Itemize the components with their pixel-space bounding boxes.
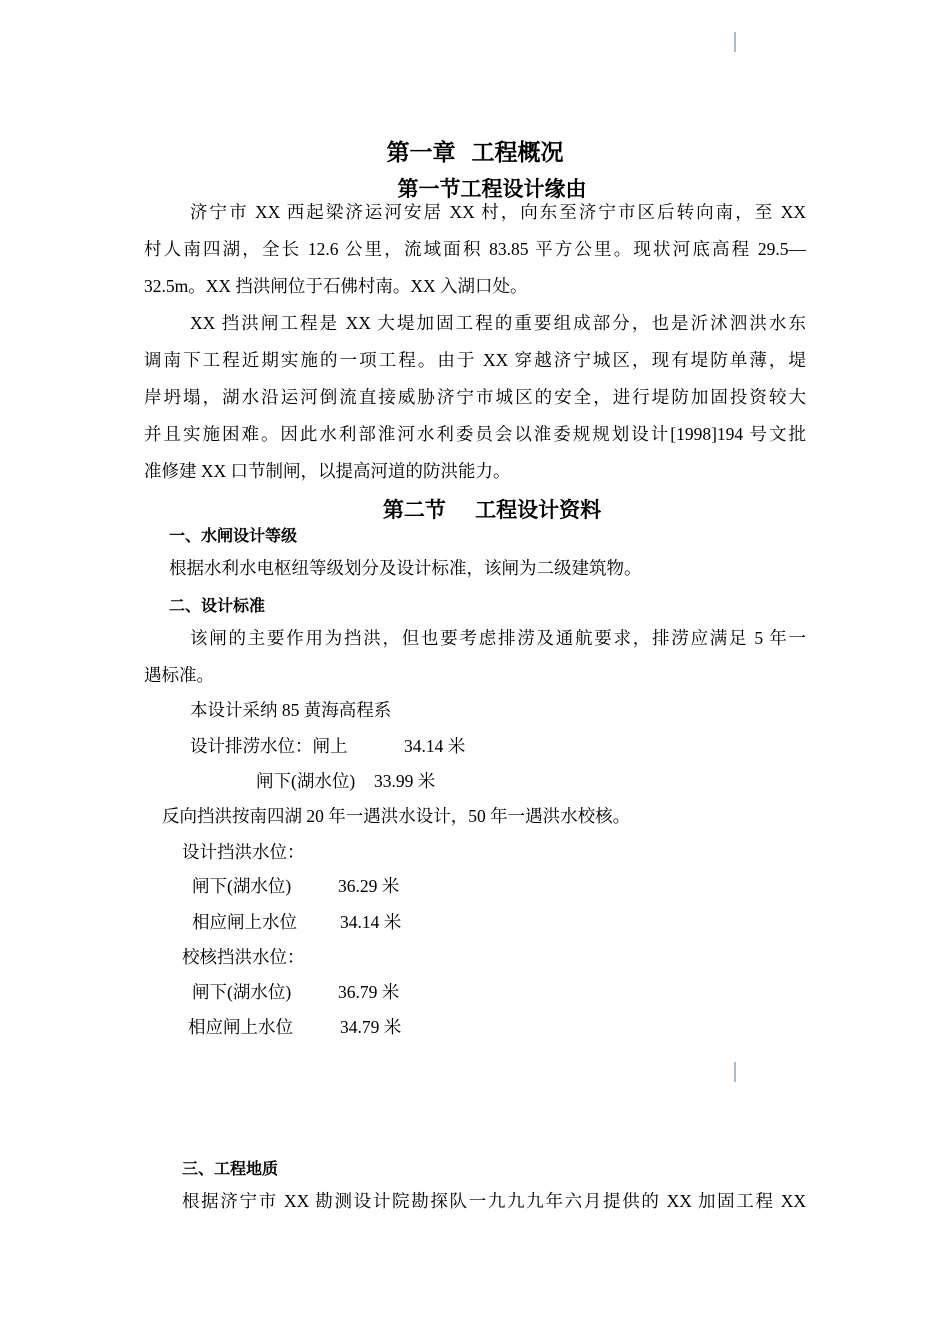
chapter-title: 第一章 工程概况 [386, 140, 564, 166]
check-row-label: 相应闸上水位 [188, 1017, 293, 1037]
section1-title: 第一节工程设计缘由 [397, 177, 587, 201]
design-row-value: 34.14 米 [340, 912, 402, 932]
sub3-heading: 三、工程地质 [182, 1159, 279, 1178]
design-row-label: 相应闸上水位 [192, 912, 297, 932]
page-corner-marker-bottom [734, 1062, 736, 1082]
page-corner-marker-top [734, 32, 736, 52]
sub2-para-line2: 遇标准。 [144, 665, 214, 685]
section1-para2-line5: 准修建 XX 口节制闸，以提高河道的防洪能力。 [144, 461, 511, 481]
drain-label: 设计排涝水位：闸上 [190, 736, 348, 756]
check-row-value: 36.79 米 [338, 982, 400, 1002]
design-level-label: 设计挡洪水位： [182, 842, 305, 862]
reverse-flood-text: 反向挡洪按南四湖 20 年一遇洪水设计，50 年一遇洪水校核。 [162, 806, 631, 826]
section1-para1-line2: 村人南四湖，全长 12.6 公里，流域面积 83.85 平方公里。现状河底高程 29.5— [144, 239, 806, 259]
design-row-value: 36.29 米 [338, 876, 400, 896]
section1-para1-line3: 32.5m。XX 挡洪闸位于石佛村南。XX 入湖口处。 [144, 276, 528, 296]
section2-title: 第二节 工程设计资料 [382, 498, 602, 522]
drain-lower-label: 闸下(湖水位) [256, 771, 356, 791]
sub1-text: 根据水利水电枢纽等级划分及设计标准，该闸为二级建筑物。 [169, 558, 642, 578]
sub1-heading: 一、水闸设计等级 [169, 526, 298, 545]
check-row-value: 34.79 米 [340, 1017, 402, 1037]
sub2-para-line1: 该闸的主要作用为挡洪，但也要考虑排涝及通航要求，排涝应满足 5 年一 [190, 628, 806, 648]
datum-text: 本设计采纳 85 黄海高程系 [190, 700, 392, 720]
sub3-text: 根据济宁市 XX 勘测设计院勘探队一九九九年六月提供的 XX 加固工程 XX [182, 1191, 806, 1211]
drain-upper-value: 34.14 米 [404, 736, 466, 756]
section1-para2-line1: XX 挡洪闸工程是 XX 大堤加固工程的重要组成部分，也是沂沭泗洪水东 [190, 313, 806, 333]
design-row-label: 闸下(湖水位) [192, 876, 292, 896]
drain-lower-value: 33.99 米 [374, 771, 436, 791]
check-row-label: 闸下(湖水位) [192, 982, 292, 1002]
section1-para2-line4: 并且实施困难。因此水利部淮河水利委员会以淮委规规划设计[1998]194 号文批 [144, 424, 806, 444]
check-level-label: 校核挡洪水位： [182, 947, 305, 967]
section1-para1-line1: 济宁市 XX 西起梁济运河安居 XX 村，向东至济宁市区后转向南，至 XX [190, 202, 806, 222]
section1-para2-line2: 调南下工程近期实施的一项工程。由于 XX 穿越济宁城区，现有堤防单薄，堤 [144, 350, 806, 370]
sub2-heading: 二、设计标准 [169, 596, 266, 615]
section1-para2-line3: 岸坍塌，湖水沿运河倒流直接威胁济宁市城区的安全，进行堤防加固投资较大 [144, 387, 806, 407]
